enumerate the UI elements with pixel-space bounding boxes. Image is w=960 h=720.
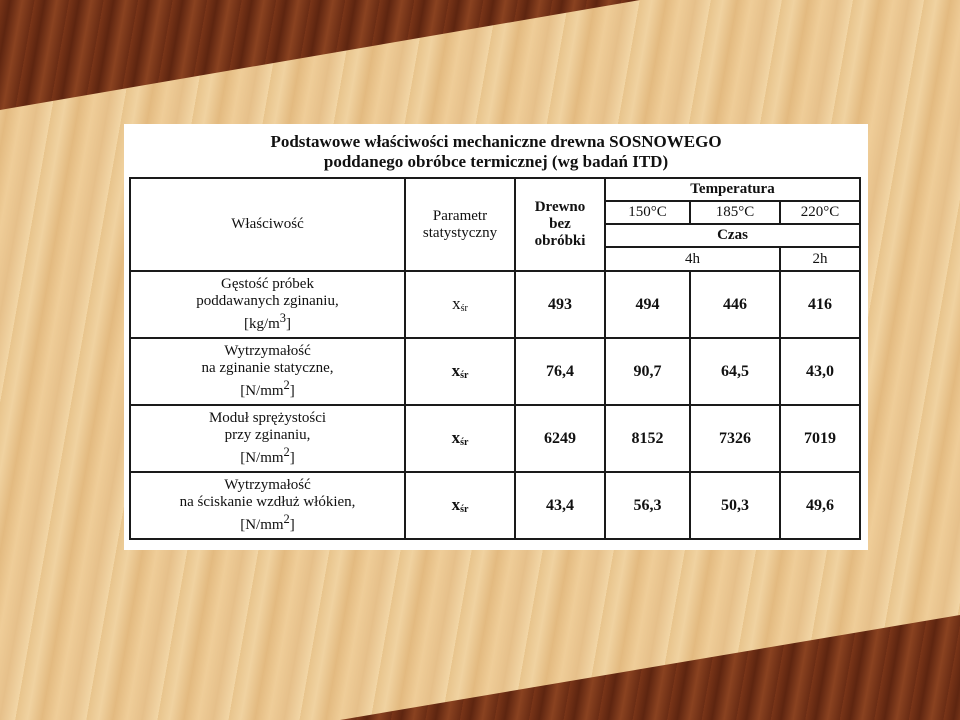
property-line: Wytrzymałość [224,343,311,359]
property-line: poddawanych zginaniu, [196,293,339,309]
property-unit [131,310,404,333]
header-property: Właściwość [130,178,405,271]
value-220: 7019 [780,405,860,472]
title-line-2: poddanego obróbce termicznej (wg badań ITD) [323,152,669,171]
table-row [130,472,860,539]
param-cell [405,271,515,338]
property-line: na ściskanie wzdłuż włókien, [179,494,356,510]
unit-end: ] [289,450,295,466]
value-150: 56,3 [605,472,690,539]
header-temp-185: 185°C [690,201,780,224]
header-temp-220: 220°C [780,201,860,224]
value-150: 8152 [605,405,690,472]
table-title [124,132,868,172]
header-time-4h: 4h [605,247,780,271]
unit-end: ] [286,316,292,332]
value-185: 64,5 [690,338,780,405]
property-line: Gęstość próbek [221,276,314,292]
value-185: 7326 [690,405,780,472]
param-subscript: śr [460,503,469,515]
property-line: przy zginaniu, [224,427,311,443]
param-symbol: x [451,494,461,514]
unit-text: [N/mm [240,450,284,466]
property-line: na zginanie statyczne, [201,360,334,376]
value-185: 446 [690,271,780,338]
property-unit [131,444,404,467]
value-185: 50,3 [690,472,780,539]
unit-end: ] [289,383,295,399]
param-symbol: x [451,427,461,447]
unit-exponent: 2 [283,512,290,526]
value-150: 494 [605,271,690,338]
unit-text: [N/mm [240,517,284,533]
unit-exponent: 2 [283,445,290,459]
param-cell [405,338,515,405]
header-untreated-text: Drewno bez obróbki [534,199,586,249]
param-symbol: x [452,293,461,313]
table-row [130,338,860,405]
param-cell [405,472,515,539]
property-line: Wytrzymałość [224,477,311,493]
param-subscript: śr [460,436,469,448]
property-cell [130,472,405,539]
header-parameter [405,178,515,271]
value-untreated: 6249 [515,405,605,472]
property-cell [130,271,405,338]
header-time: Czas [605,224,860,247]
table-row [130,405,860,472]
unit-text: [kg/m [243,316,280,332]
value-untreated: 76,4 [515,338,605,405]
value-untreated: 493 [515,271,605,338]
header-untreated [515,178,605,271]
header-temp-150: 150°C [605,201,690,224]
value-untreated: 43,4 [515,472,605,539]
header-temperature: Temperatura [605,178,860,201]
header-parameter-text: Parametr statystyczny [422,207,498,241]
unit-exponent: 2 [283,378,290,392]
table-row [130,271,860,338]
title-line-1: Podstawowe właściwości mechaniczne drewna SOSNOWEGO [270,132,722,151]
property-unit [131,511,404,534]
property-line: Moduł sprężystości [208,410,327,426]
unit-end: ] [289,517,295,533]
properties-table [129,177,861,540]
property-cell [130,338,405,405]
value-220: 416 [780,271,860,338]
property-cell [130,405,405,472]
document-sheet [124,124,868,550]
value-220: 43,0 [780,338,860,405]
param-symbol: x [451,360,461,380]
param-subscript: śr [460,302,468,314]
unit-exponent: 3 [279,311,287,325]
param-subscript: śr [460,369,469,381]
header-time-2h: 2h [780,247,860,271]
value-150: 90,7 [605,338,690,405]
unit-text: [N/mm [240,383,284,399]
property-unit [131,377,404,400]
param-cell [405,405,515,472]
value-220: 49,6 [780,472,860,539]
